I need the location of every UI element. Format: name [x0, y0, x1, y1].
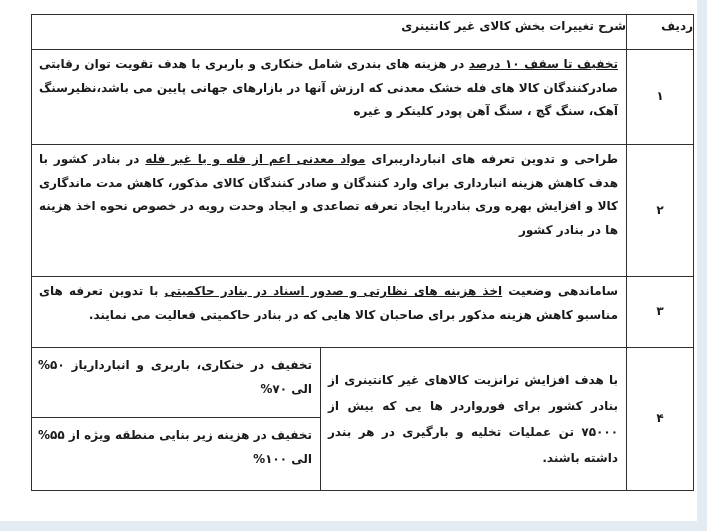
row-sub-items	[32, 348, 321, 491]
row-number: ۴	[627, 348, 694, 491]
row-text: با هدف افزایش ترانزیت کالاهای غیر کانتینری از بنادر کشور برای فورواردر ها یی که بیش از ۷۵۰۰۰ تن عملیات تخلیه و بارگیری در هر بندر داشته باشند.	[328, 373, 619, 465]
header-description: شرح تغییرات بخش کالای غیر کانتینری	[32, 15, 627, 50]
underlined-phrase: تخفیف تا سقف ۱۰ درصد	[468, 57, 619, 71]
row-text: با تدوین تعرفه های مناسبو کاهش هزینه مذکور برای صاحبان کالا هایی که در بنادر حاکمیتی فعالیت می نمایند.	[39, 284, 619, 322]
table-header-row	[32, 15, 694, 50]
table-row	[32, 145, 694, 277]
row-text: در بنادر کشور با هدف کاهش هزینه انبارداری برای وارد کنندگان و صادر کنندگان کالای مذکور، کاهش مدت ماندگاری کالا و افزایش بهره وری بنادربا ایجاد تعرفه تصاعدی و ایجاد وحدت رویه در خصوص نحوه اخذ هزینه ها در بنادر کشور	[39, 152, 619, 237]
row-number: ۳	[627, 277, 694, 348]
table-row	[32, 348, 694, 491]
underlined-phrase: مواد معدنی اعم از فله و یا غیر فله	[145, 152, 366, 166]
changes-table	[31, 14, 694, 491]
page-edge-bottom	[0, 521, 707, 531]
row-description	[32, 50, 627, 145]
row-description	[321, 348, 627, 491]
header-index: ردیف	[627, 15, 694, 50]
sub-item-discount-handling: تخفیف در خنکاری، باربری و انبارداریاز ۵۰% الی ۷۰%	[32, 348, 320, 418]
row-number: ۲	[627, 145, 694, 277]
table-row	[32, 50, 694, 145]
table-row	[32, 277, 694, 348]
row-text: طراحی و تدوین تعرفه های انبارداریبرای	[365, 152, 618, 166]
row-text: ساماندهی وضعیت	[502, 284, 618, 298]
sub-item-discount-infrastructure: تخفیف در هزینه زیر بنایی منطقه ویژه از ۵۵% الی ۱۰۰%	[38, 428, 313, 466]
page-edge-right	[697, 0, 707, 531]
row-text: در هزینه های بندری شامل خنکاری و باربری با هدف تقویت توان رقابتی صادرکنندگان کالا های فله خشک معدنی که ارزش آنها در بازارهای جهانی پایین می باشد،نظیرسنگ آهک، سنگ گچ ، سنگ آهن پودر کلینکر و غیره	[39, 57, 619, 118]
row-description	[32, 145, 627, 277]
row-number: ۱	[627, 50, 694, 145]
underlined-phrase: اخذ هزینه های نظارتی و صدور اسناد در بنادر حاکمیتی	[164, 284, 503, 298]
row-description	[32, 277, 627, 348]
